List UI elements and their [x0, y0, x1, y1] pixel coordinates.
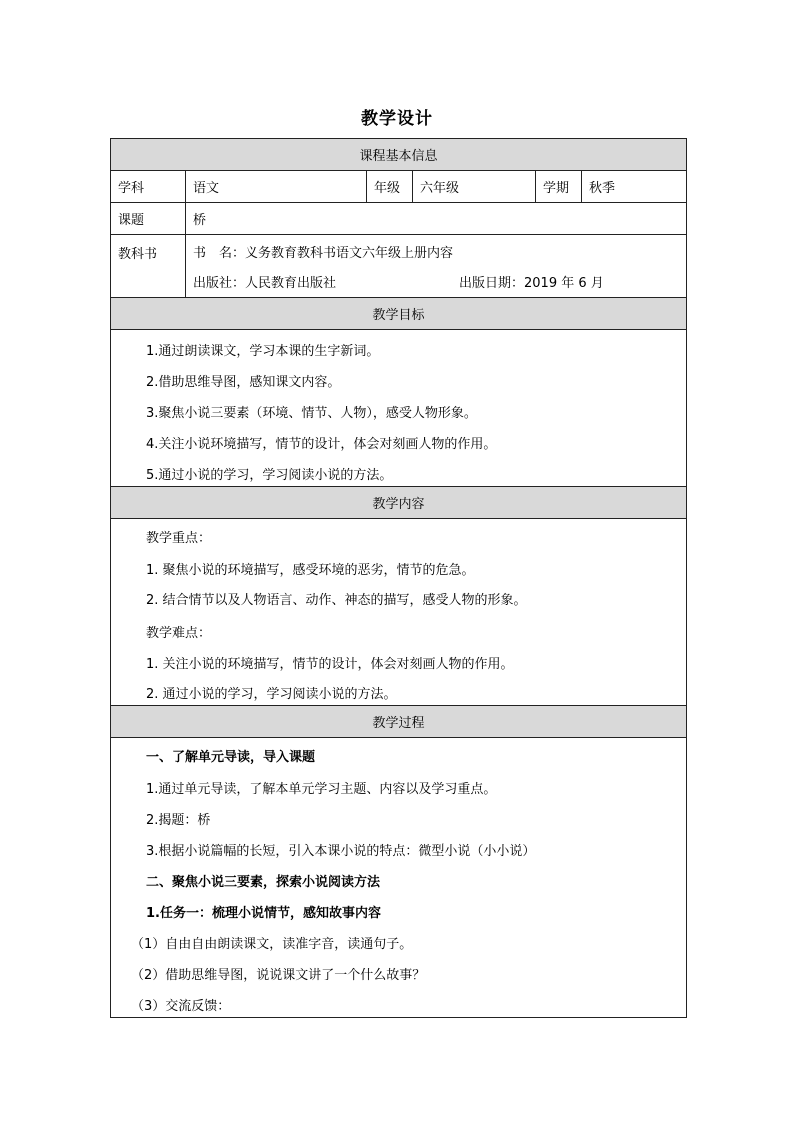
textbook-row	[111, 235, 686, 298]
objective-item: 2.借助思维导图，感知课文内容。	[146, 375, 341, 390]
key-point-item: 2. 结合情节以及人物语言、动作、神态的描写，感受人物的形象。	[146, 593, 527, 608]
lesson-plan-table	[110, 138, 687, 1018]
publication-date: 出版日期：2019 年 6 月	[459, 276, 604, 291]
basic-info-header	[111, 139, 686, 171]
publisher: 出版社：人民教育出版社	[193, 276, 337, 291]
topic-label: 课题	[111, 203, 186, 234]
grade-label: 年级	[367, 171, 413, 202]
key-point-item: 1. 聚焦小说的环境描写，感受环境的恶劣，情节的危急。	[146, 563, 475, 578]
section-1-item: 2.揭题：桥	[146, 813, 211, 828]
objective-item: 1.通过朗读课文，学习本课的生字新词。	[146, 344, 380, 359]
subject-row	[111, 171, 686, 203]
term-value: 秋季	[589, 181, 616, 196]
objectives-header	[111, 298, 686, 330]
basic-info-header-label: 课程基本信息	[359, 149, 438, 164]
task-1-item: （3）交流反馈：	[131, 999, 231, 1014]
key-points-label: 教学重点：	[146, 531, 212, 546]
objectives-header-label: 教学目标	[372, 308, 425, 323]
objectives-body	[111, 330, 686, 487]
term-label: 学期	[536, 171, 582, 202]
difficult-point-item: 1. 关注小说的环境描写，情节的设计，体会对刻画人物的作用。	[146, 657, 514, 672]
content-header-label: 教学内容	[372, 497, 425, 512]
difficult-points-label: 教学难点：	[146, 626, 212, 641]
topic-value: 桥	[193, 213, 207, 228]
subject-label: 学科	[111, 171, 186, 202]
textbook-label: 教科书	[111, 235, 186, 297]
objective-item: 5.通过小说的学习，学习阅读小说的方法。	[146, 468, 393, 483]
objective-item: 3.聚焦小说三要素（环境、情节、人物），感受人物形象。	[146, 406, 477, 421]
subject-value: 语文	[186, 171, 367, 202]
section-1-title: 一、了解单元导读，导入课题	[146, 750, 316, 765]
document-title: 教学设计	[361, 109, 433, 129]
objective-item: 4.关注小说环境描写，情节的设计，体会对刻画人物的作用。	[146, 437, 497, 452]
content-body	[111, 519, 686, 706]
grade-value: 六年级	[413, 171, 536, 202]
process-header-label: 教学过程	[372, 716, 425, 731]
process-body	[111, 738, 686, 1017]
task-1-item: （2）借助思维导图，说说课文讲了一个什么故事？	[131, 968, 426, 983]
task-1-item: （1）自由自由朗读课文，读准字音，读通句子。	[131, 937, 413, 952]
book-name: 书 名：义务教育教科书语文六年级上册内容	[193, 246, 454, 261]
topic-row	[111, 203, 686, 235]
task-1-title: 1.任务一：梳理小说情节，感知故事内容	[146, 906, 381, 921]
content-header	[111, 487, 686, 519]
difficult-point-item: 2. 通过小说的学习，学习阅读小说的方法。	[146, 687, 397, 702]
section-1-item: 3.根据小说篇幅的长短，引入本课小说的特点：微型小说（小小说）	[146, 844, 536, 859]
section-1-item: 1.通过单元导读，了解本单元学习主题、内容以及学习重点。	[146, 782, 497, 797]
section-2-title: 二、聚焦小说三要素，探索小说阅读方法	[146, 875, 381, 890]
process-header	[111, 706, 686, 738]
